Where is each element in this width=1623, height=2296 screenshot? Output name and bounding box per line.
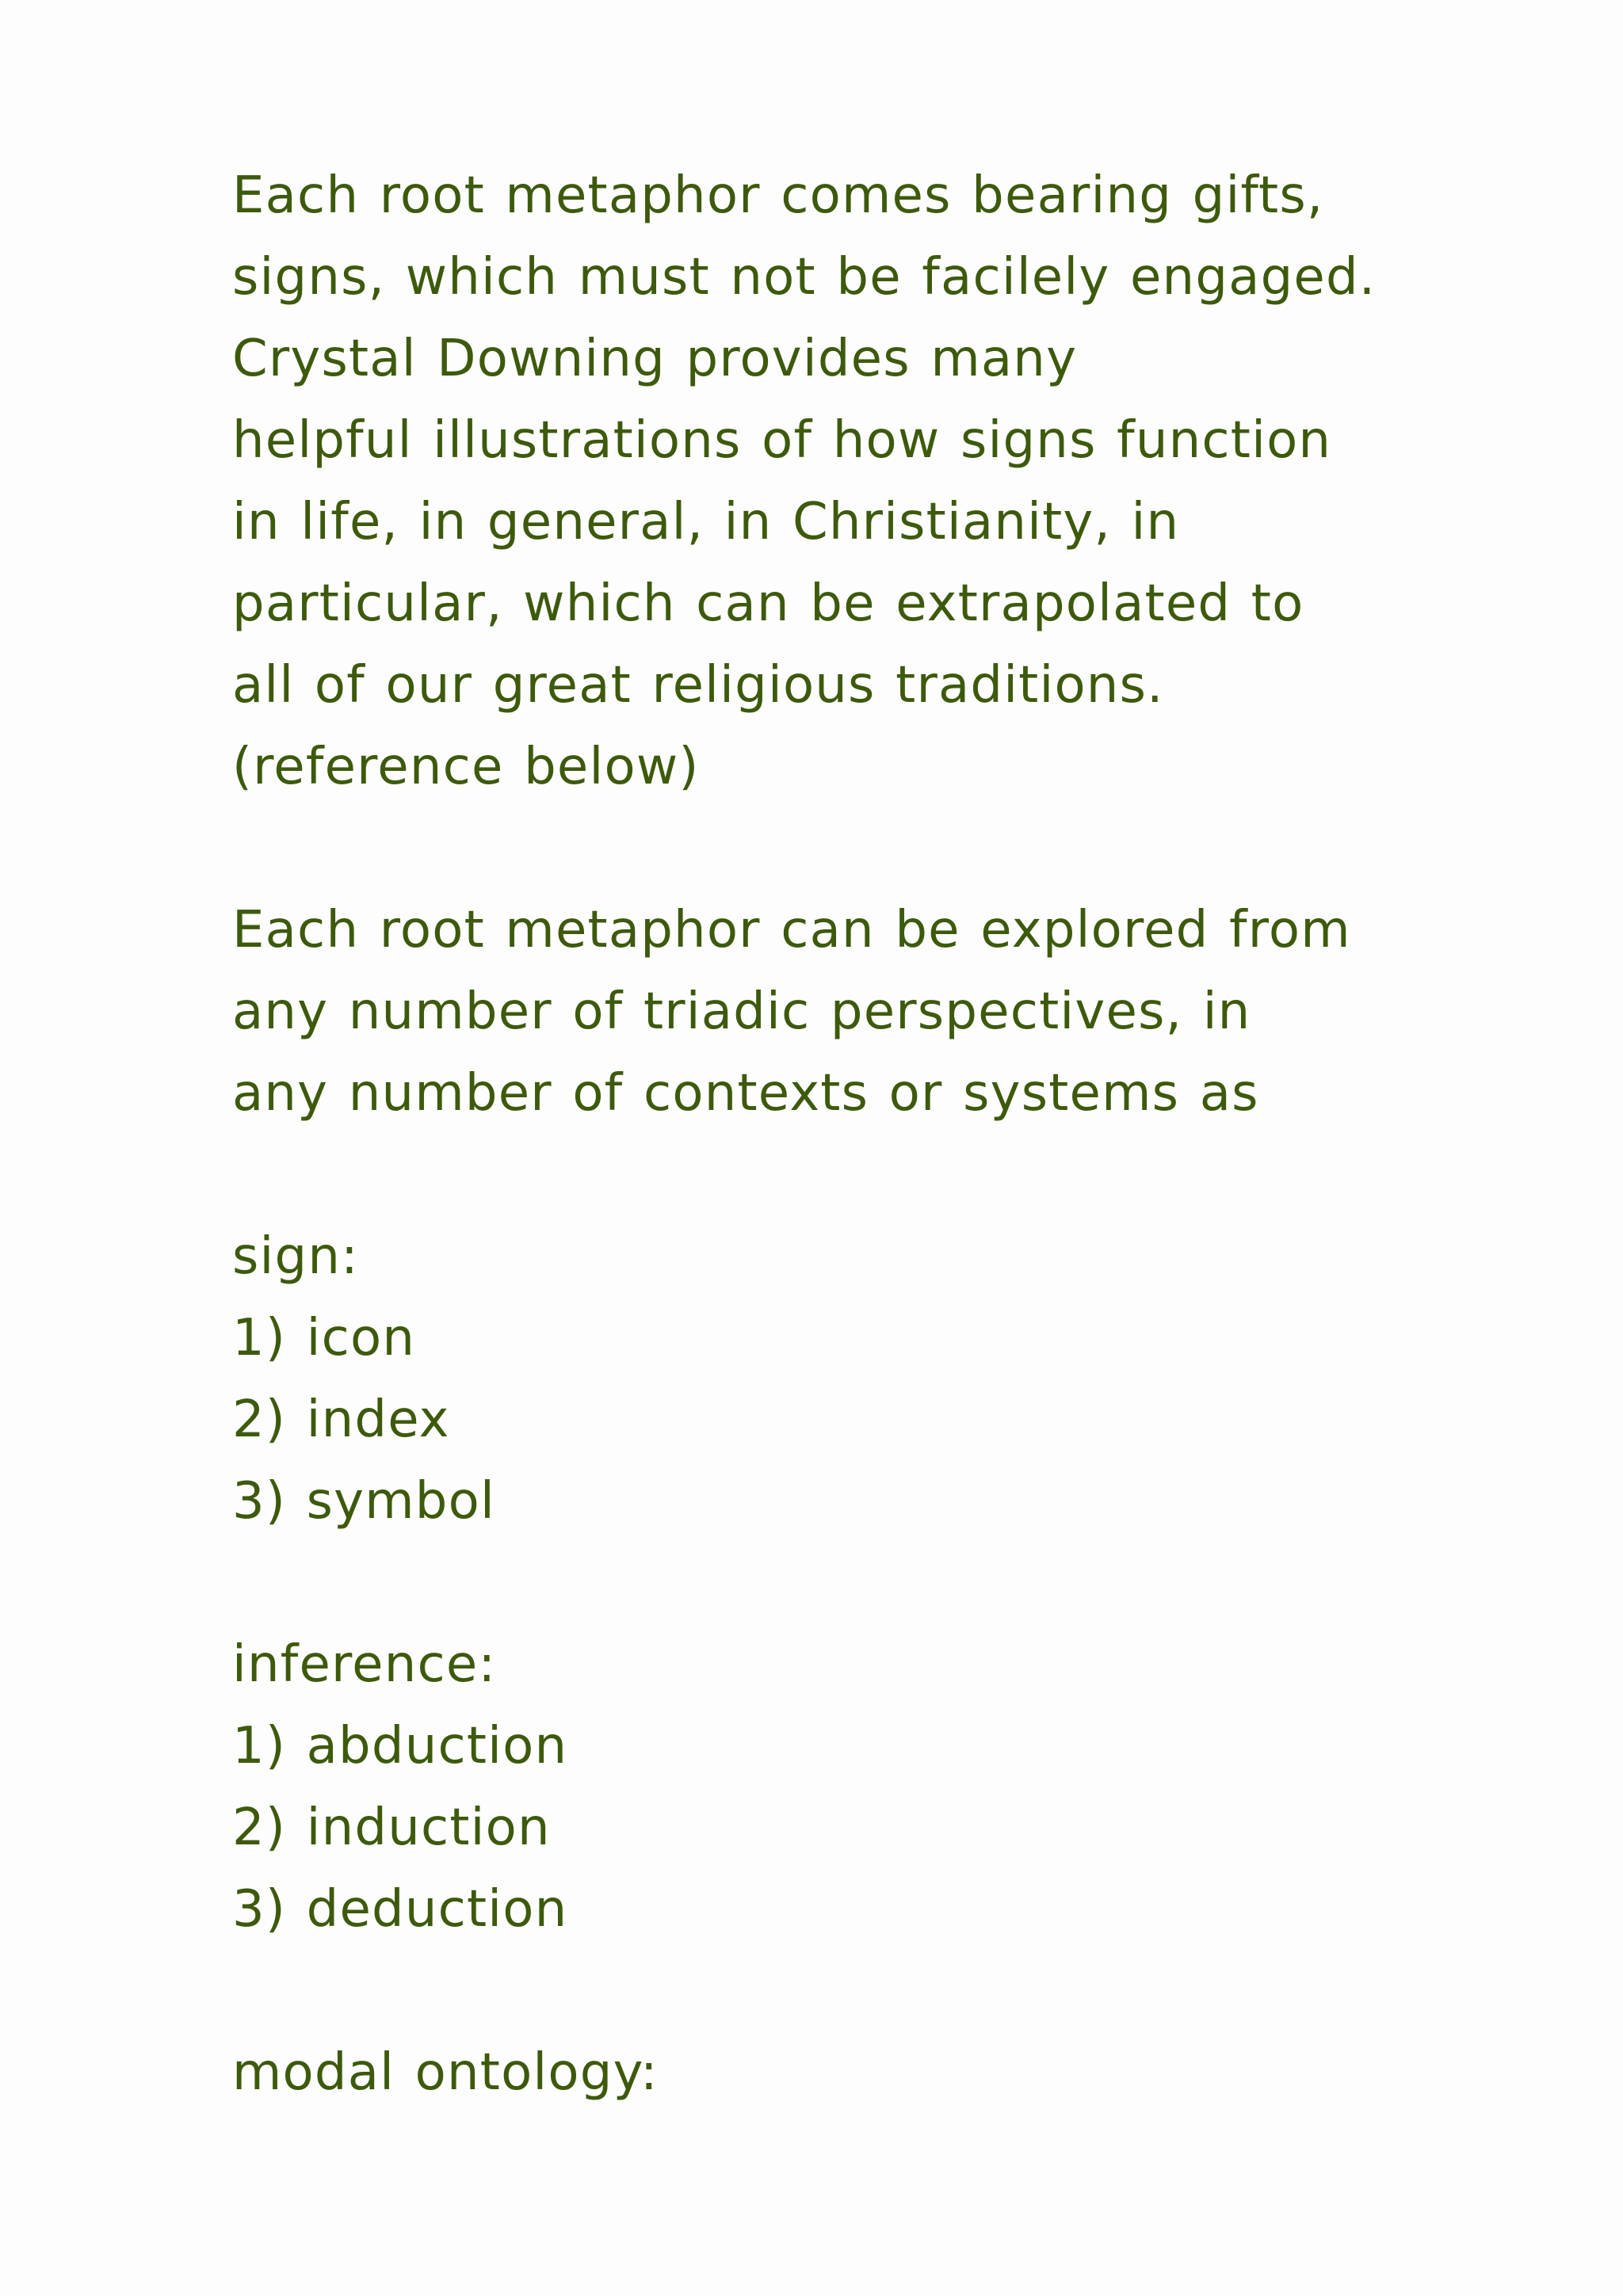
inference-list xyxy=(232,1624,1516,1951)
list-item: 2) index xyxy=(232,1390,450,1449)
text-line: in life, in general, in Christianity, in xyxy=(232,493,1180,551)
list-heading: modal ontology: xyxy=(232,2043,659,2102)
list-item: 1) icon xyxy=(232,1309,416,1367)
sign-list xyxy=(232,1216,1516,1543)
text-line: Each root metaphor comes bearing gifts, xyxy=(232,166,1324,225)
paragraph-root-metaphor-gifts xyxy=(232,155,1516,808)
text-line: all of our great religious traditions. xyxy=(232,656,1164,715)
modal-ontology-list xyxy=(232,2032,1516,2114)
text-line: any number of contexts or systems as xyxy=(232,1064,1259,1123)
document-page xyxy=(232,155,1516,2114)
list-item: 1) abduction xyxy=(232,1717,568,1775)
list-heading: sign: xyxy=(232,1227,359,1286)
text-line: Crystal Downing provides many xyxy=(232,330,1078,388)
text-line: signs, which must not be facilely engaged. xyxy=(232,248,1377,307)
list-item: 2) induction xyxy=(232,1798,551,1857)
text-line: any number of triadic perspectives, in xyxy=(232,982,1251,1041)
list-item: 3) deduction xyxy=(232,1880,568,1939)
paragraph-triadic-perspectives xyxy=(232,890,1516,1135)
list-heading: inference: xyxy=(232,1635,497,1694)
paragraph-spacer xyxy=(232,1543,1516,1624)
paragraph-spacer xyxy=(232,808,1516,890)
text-line: (reference below) xyxy=(232,738,700,796)
list-item: 3) symbol xyxy=(232,1472,495,1531)
paragraph-spacer xyxy=(232,1951,1516,2032)
text-line: Each root metaphor can be explored from xyxy=(232,901,1351,959)
text-line: helpful illustrations of how signs function xyxy=(232,411,1332,470)
paragraph-spacer xyxy=(232,1135,1516,1216)
text-line: particular, which can be extrapolated to xyxy=(232,574,1304,633)
